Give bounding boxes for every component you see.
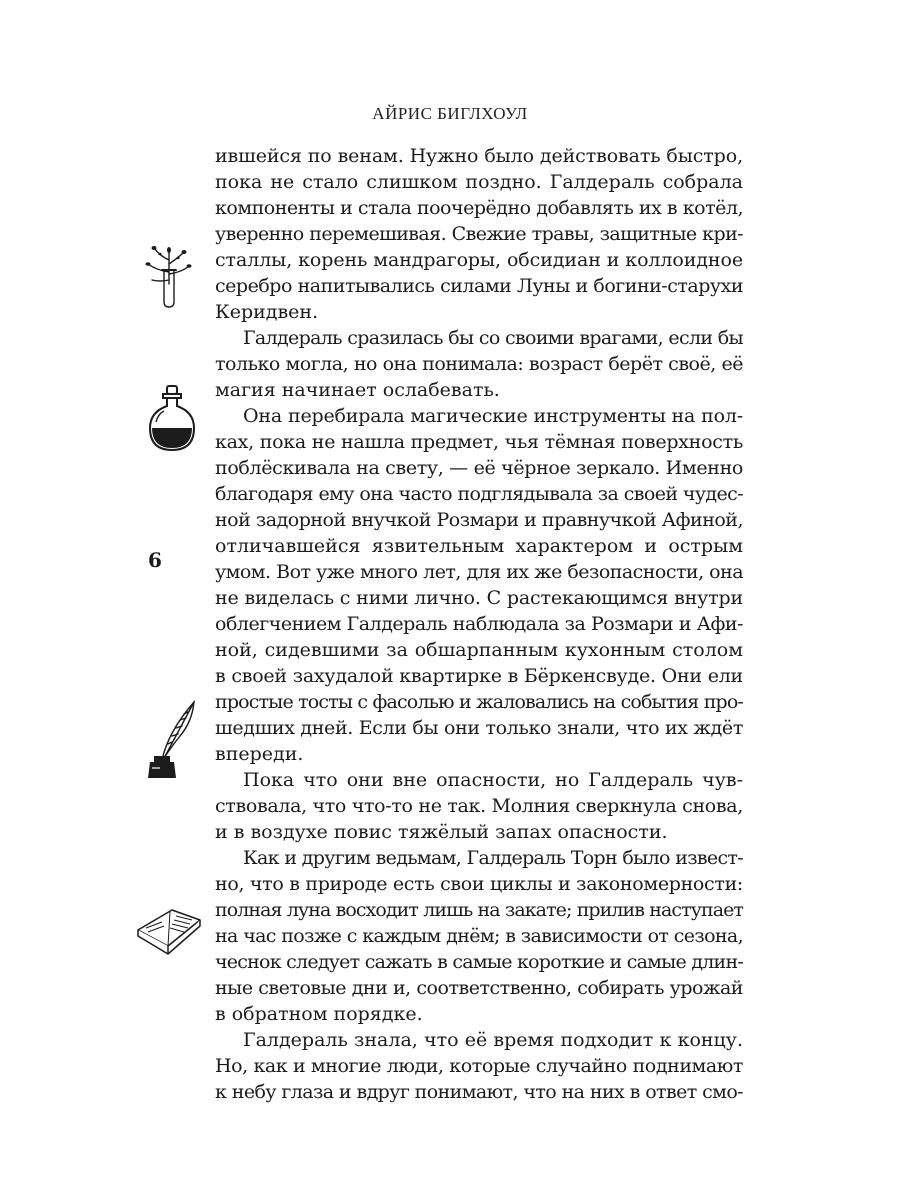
text-line: компоненты и стала поочерёдно добавлять их в котёл, xyxy=(215,197,743,219)
text-line: Как и другим ведьмам, Галдераль Торн было извест- xyxy=(243,847,743,869)
text-line: поблёскивала на свету, — её чёрное зеркало. Именно xyxy=(215,457,743,479)
text-line: Галдераль сразилась бы со своими врагами, если бы xyxy=(243,327,743,349)
text-line: умом. Вот уже много лет, для их же безопасности, она xyxy=(215,561,743,583)
text-line: ках, пока не нашла предмет, чья тёмная поверхность xyxy=(215,431,743,453)
text-line: Пока что они вне опасности, но Галдераль чув- xyxy=(243,769,743,791)
text-line: ствовала, что что-то не так. Молния сверкнула снова, xyxy=(215,795,743,817)
text-line: облегчением Галдераль наблюдала за Розмари и Афи- xyxy=(215,613,743,635)
herb-vial-icon xyxy=(142,244,194,310)
text-line: отличавшейся язвительным характером и острым xyxy=(215,535,743,557)
body-text xyxy=(215,143,743,1105)
text-line: простые тосты с фасолью и жаловались на события про- xyxy=(215,691,743,713)
text-line: но, что в природе есть свои циклы и закономерности: xyxy=(215,873,743,895)
text-line: в своей захудалой квартирке в Бёркенсвуде. Они ели xyxy=(215,665,743,687)
text-line: магия начинает ослабевать. xyxy=(215,379,500,401)
running-head-title: АЙРИС БИГЛХОУЛ xyxy=(372,104,528,123)
text-line: пока не стало слишком поздно. Галдераль собрала xyxy=(215,171,743,193)
text-line: впереди. xyxy=(215,743,304,765)
text-line: ной, сидевшими за обшарпанным кухонным столом xyxy=(215,639,743,661)
page-number: 6 xyxy=(148,548,162,572)
text-line: не виделась с ними лично. С растекающимся внутри xyxy=(215,587,743,609)
text-line: и в воздухе повис тяжёлый запах опасности. xyxy=(215,821,668,843)
text-line: на час позже с каждым днём; в зависимости от сезона, xyxy=(215,925,743,947)
text-line: полная луна восходит лишь на закате; прилив наступает xyxy=(215,899,743,921)
text-line: сталлы, корень мандрагоры, обсидиан и коллоидное xyxy=(215,249,743,271)
text-line: шедших дней. Если бы они только знали, что их ждёт xyxy=(215,717,743,739)
text-line: Она перебирала магические инструменты на пол- xyxy=(243,405,743,427)
text-line: в обратном порядке. xyxy=(215,1003,423,1025)
text-line: серебро напитывались силами Луны и богини-старухи xyxy=(215,275,743,297)
text-line: к небу глаза и вдруг понимают, что на них в ответ смо- xyxy=(215,1081,743,1103)
open-book-icon xyxy=(134,906,206,958)
quill-inkwell-icon xyxy=(142,698,198,780)
text-line: Керидвен. xyxy=(215,301,319,323)
text-line: чеснок следует сажать в самые короткие и самые длин- xyxy=(215,951,743,973)
text-line: ные световые дни и, соответственно, собирать урожай xyxy=(215,977,743,999)
text-line: ной задорной внучкой Розмари и правнучкой Афиной, xyxy=(215,509,743,531)
text-line: уверенно перемешивая. Свежие травы, защитные кри- xyxy=(215,223,743,245)
text-line: ившейся по венам. Нужно было действовать быстро, xyxy=(215,145,743,167)
text-line: благодаря ему она часто подглядывала за своей чудес- xyxy=(215,483,743,505)
text-line: только могла, но она понимала: возраст берёт своё, её xyxy=(215,353,743,375)
text-line: Но, как и многие люди, которые случайно поднимают xyxy=(215,1055,743,1077)
potion-flask-icon xyxy=(146,384,198,454)
text-line: Галдераль знала, что её время подходит к концу. xyxy=(243,1029,743,1051)
